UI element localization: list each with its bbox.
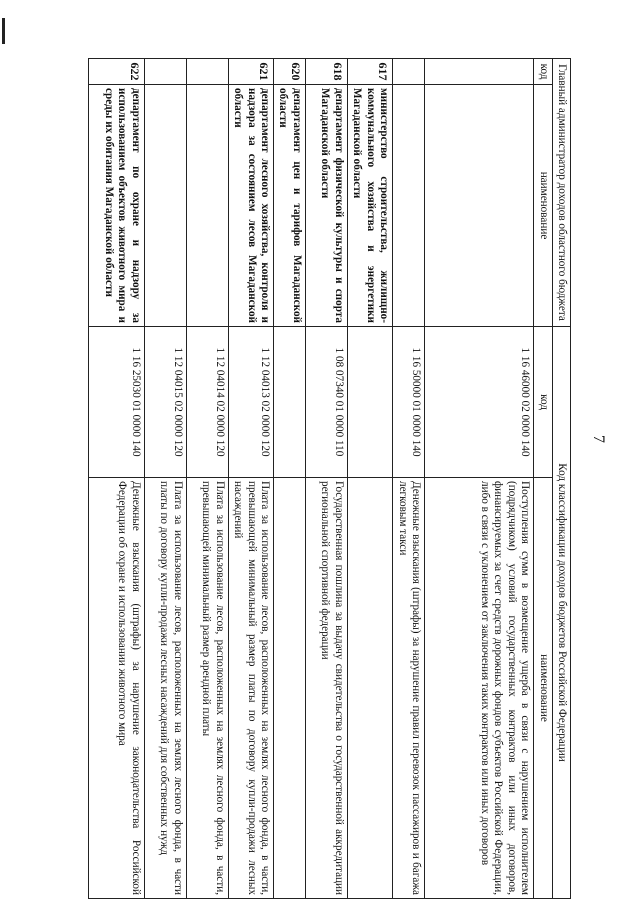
admin-name-cell (144, 85, 186, 327)
header-admin-group: Главный администратор доходов областного бюджета (552, 59, 570, 327)
desc-cell: Плата за использование лесов, расположенных на землях лесного фонда, в части платы по договору купли-продажи лесных насаждений для собственных нужд (144, 478, 186, 899)
admin-name-cell: департамент лесного хозяйства, контроля и надзора за состоянием лесов Магаданской области (228, 85, 273, 327)
admin-name-cell (393, 85, 425, 327)
kod-cell: 1 08 07340 01 0000 110 (305, 327, 347, 478)
table-row (228, 59, 273, 899)
desc-cell (347, 478, 392, 899)
admin-name-cell (186, 85, 228, 327)
admin-name-cell: министерство строительства, жилищно-коммунального хозяйства и энергетики Магаданской области (347, 85, 392, 327)
header-classification-group: Код классификации доходов бюджетов Российской Федерации (552, 327, 570, 899)
header-kod-name: наименование (534, 478, 552, 899)
kod-cell: 1 16 50000 01 0000 140 (393, 327, 425, 478)
header-columns-row (534, 59, 552, 899)
table-row (186, 59, 228, 899)
rotated-page (61, 58, 571, 898)
admin-code-cell: 622 (88, 59, 144, 85)
desc-cell: Денежные взыскания (штрафы) за нарушение правил перевозок пассажиров и багажа легковым такси (393, 478, 425, 899)
admin-code-cell: 618 (305, 59, 347, 85)
desc-cell: Поступления сумм в возмещение ущерба в связи с нарушением исполнителем (подрядчиком) условий государственных контрактов или иных договоров, финансируемых за счет средств дорожных фондов субъектов Российской Федерации, либо в связи с уклонением от заключения таких контрактов или иных договоров (425, 478, 534, 899)
table-row (305, 59, 347, 899)
table-row (144, 59, 186, 899)
desc-cell: Государственная пошлина за выдачу свидетельства о государственной аккредитации региональной спортивной федерации (305, 478, 347, 899)
header-group-row (552, 59, 570, 899)
admin-code-cell (393, 59, 425, 85)
scan-edge-mark (2, 18, 5, 44)
kod-cell (347, 327, 392, 478)
kod-cell: 1 12 04013 02 0000 120 (228, 327, 273, 478)
admin-code-cell (425, 59, 534, 85)
kod-cell (274, 327, 306, 478)
desc-cell: Денежные взыскания (штрафы) за нарушение законодательства Российской Федерации об охране и использовании животного мира (88, 478, 144, 899)
header-admin-code: код (534, 59, 552, 85)
admin-code-cell: 617 (347, 59, 392, 85)
admin-code-cell: 621 (228, 59, 273, 85)
desc-cell (274, 478, 306, 899)
table-row (88, 59, 144, 899)
admin-code-cell (144, 59, 186, 85)
revenue-classification-table (88, 58, 571, 899)
desc-cell: Плата за использование лесов, расположенных на землях лесного фонда, в части, превышающей минимальный размер арендной платы (186, 478, 228, 899)
table-row (274, 59, 306, 899)
table-row (425, 59, 534, 899)
admin-code-cell (186, 59, 228, 85)
admin-name-cell: департамент по охране и надзору за использованием объектов животного мира и среды их обитания Магаданской области (88, 85, 144, 327)
admin-name-cell (425, 85, 534, 327)
admin-code-cell: 620 (274, 59, 306, 85)
header-admin-name: наименование (534, 85, 552, 327)
kod-cell: 1 16 46000 02 0000 140 (425, 327, 534, 478)
table-row (347, 59, 392, 899)
kod-cell: 1 12 04015 02 0000 120 (144, 327, 186, 478)
kod-cell: 1 16 25030 01 0000 140 (88, 327, 144, 478)
page-number: 7 (590, 435, 607, 443)
table-row (393, 59, 425, 899)
desc-cell: Плата за использование лесов, расположенных на землях лесного фонда, в части, превышающей минимальный размер платы по договору купли-продажи лесных насаждений (228, 478, 273, 899)
header-kod: код (534, 327, 552, 478)
kod-cell: 1 12 04014 02 0000 120 (186, 327, 228, 478)
admin-name-cell: департамент цен и тарифов Магаданской области (274, 85, 306, 327)
admin-name-cell: департамент физической культуры и спорта Магаданской области (305, 85, 347, 327)
